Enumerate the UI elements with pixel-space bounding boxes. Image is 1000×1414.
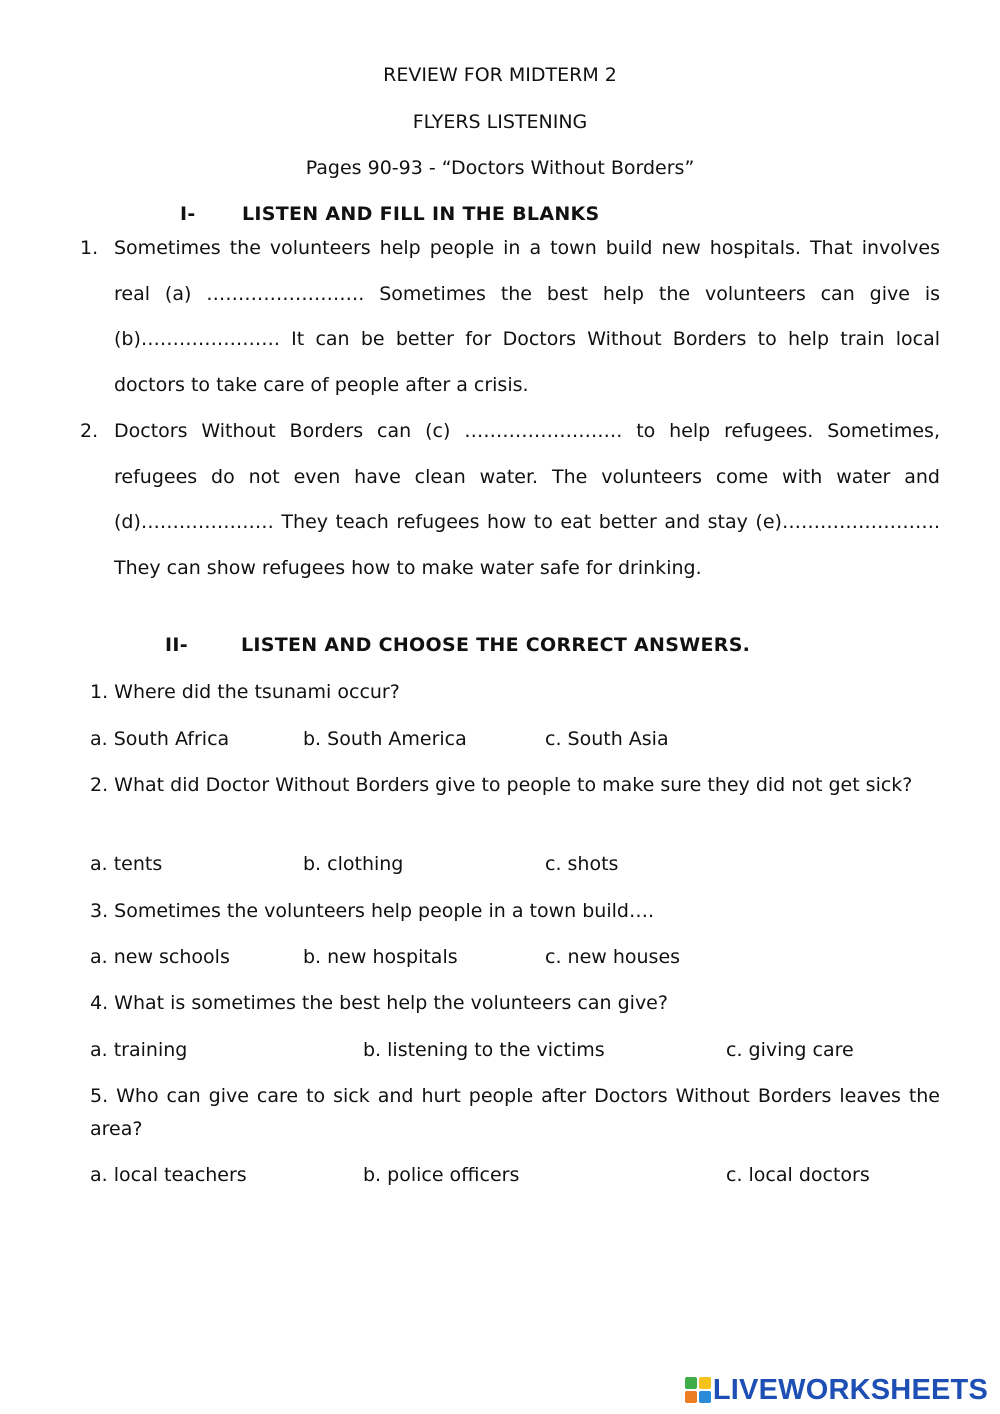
option-c: c. local doctors — [726, 1164, 870, 1186]
liveworksheets-brand-text: LIVEWORKSHEETS — [712, 1373, 988, 1406]
question-3: 3. Sometimes the volunteers help people in a town build…. — [90, 900, 654, 922]
option-c: c. shots — [545, 853, 619, 875]
item-number: 2. — [80, 420, 99, 442]
question-5-options — [90, 1164, 940, 1194]
question-1: 1. Where did the tsunami occur? — [90, 681, 400, 703]
item-text: Doctors Without Borders can (c) ……………………. to help refugees. Sometimes, refugees do not even have clean water. The volunteers come with water and (d)………………… They teach refugees how to eat better and stay (e)……………………. They can show refugees how to make water safe for drinking. — [114, 420, 940, 580]
pages-reference: Pages 90-93 - “Doctors Without Borders” — [305, 157, 695, 179]
option-c: c. giving care — [726, 1039, 854, 1061]
option-a: a. local teachers — [90, 1164, 247, 1186]
liveworksheets-logo-icon — [685, 1377, 711, 1403]
section-1-title: LISTEN AND FILL IN THE BLANKS — [242, 203, 600, 225]
question-5: 5. Who can give care to sick and hurt people after Doctors Without Borders leaves the area? — [90, 1085, 940, 1140]
option-a: a. training — [90, 1039, 188, 1061]
section-1-heading — [180, 203, 600, 225]
worksheet-subtitle: FLYERS LISTENING — [412, 111, 588, 133]
section-2-number: II- — [165, 634, 188, 656]
option-b: b. police officers — [363, 1164, 520, 1186]
option-c: c. new houses — [545, 946, 681, 968]
option-b: b. listening to the victims — [363, 1039, 605, 1061]
question-1-options — [90, 728, 940, 758]
question-4: 4. What is sometimes the best help the volunteers can give? — [90, 992, 668, 1014]
option-a: a. tents — [90, 853, 163, 875]
question-2-options — [90, 853, 940, 883]
section-2-heading — [165, 634, 750, 656]
question-2: 2. What did Doctor Without Borders give to people to make sure they did not get sick? — [90, 774, 913, 796]
section-2-title: LISTEN AND CHOOSE THE CORRECT ANSWERS. — [241, 634, 751, 656]
option-b: b. clothing — [303, 853, 404, 875]
item-text: Sometimes the volunteers help people in a town build new hospitals. That involves real (a) ……………………. Sometimes the best help the volunteers can give is (b)…………………. It can be better for Doctors Without Borders to help train local doctors to take care of people after a crisis. — [114, 237, 940, 397]
option-a: a. South Africa — [90, 728, 230, 750]
question-3-options — [90, 946, 940, 976]
option-b: b. new hospitals — [303, 946, 458, 968]
option-c: c. South Asia — [545, 728, 669, 750]
fill-blank-item-1 — [80, 226, 940, 409]
worksheet-title: REVIEW FOR MIDTERM 2 — [383, 64, 617, 86]
question-4-options — [90, 1039, 940, 1069]
liveworksheets-logo — [685, 1372, 988, 1408]
option-b: b. South America — [303, 728, 467, 750]
section-1-number: I- — [180, 203, 196, 225]
fill-blank-item-2 — [80, 409, 940, 592]
option-a: a. new schools — [90, 946, 230, 968]
item-number: 1. — [80, 237, 99, 259]
